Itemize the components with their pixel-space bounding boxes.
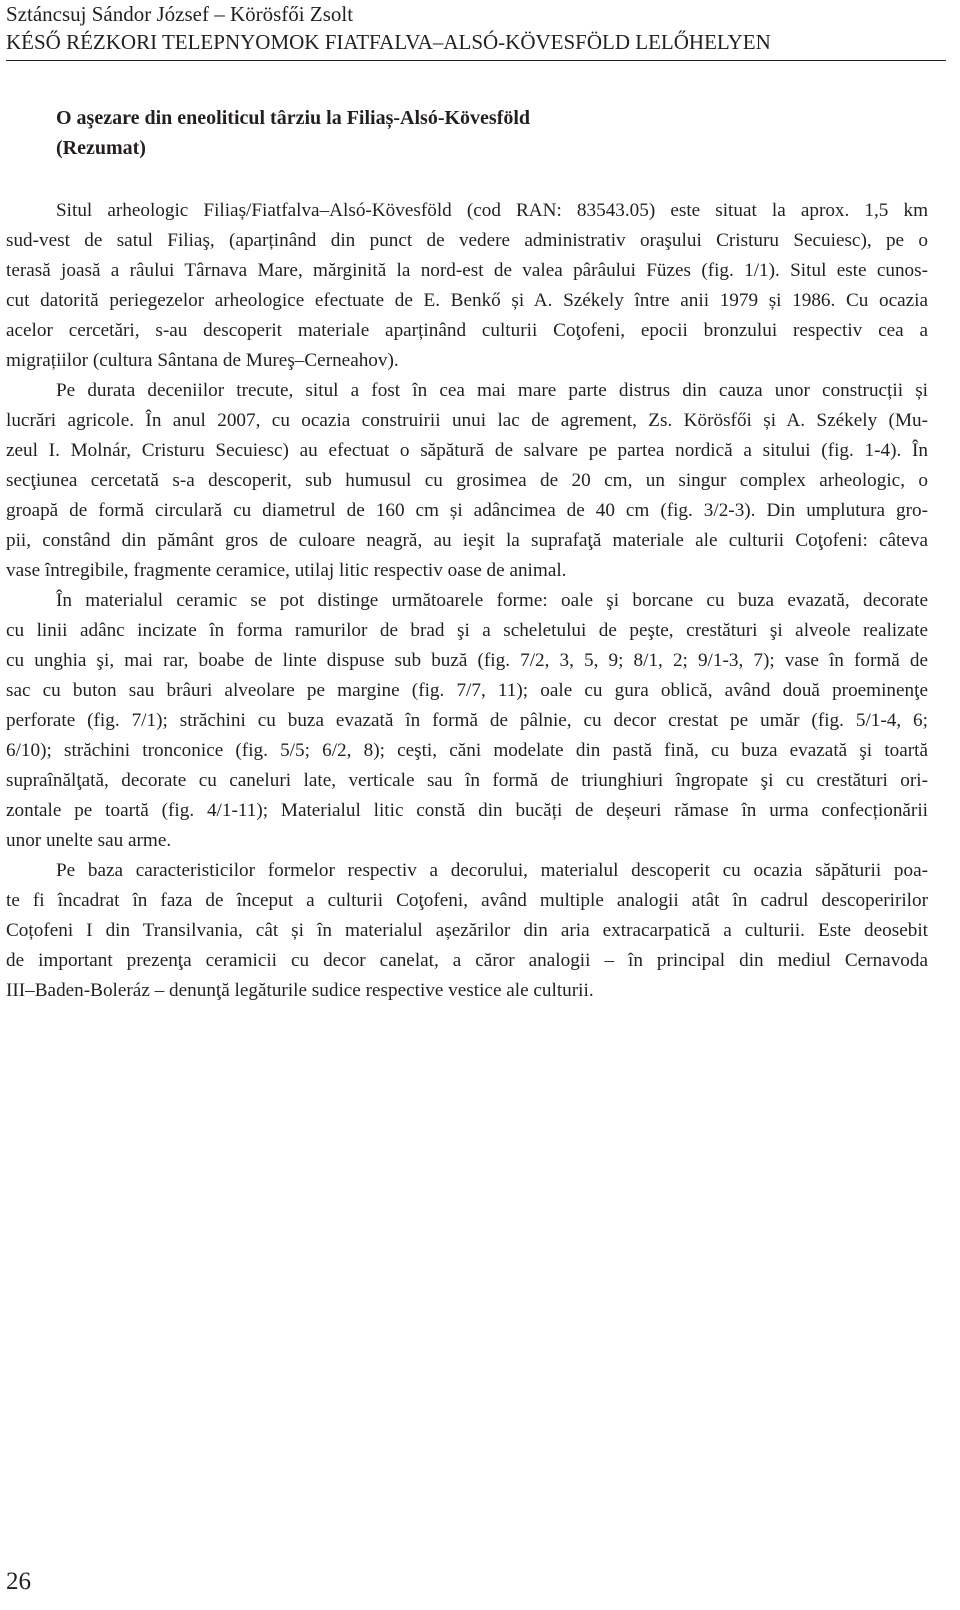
text-line: Situl arheologic Filiaș/Fiatfalva–Alsó-Kövesföld (cod RAN: 83543.05) este situat la aprox. 1,5 km (56, 200, 928, 221)
text-line: cut datorită periegezelor arheologice efectuate de E. Benkő și A. Székely între anii 1979 și 1986. Cu ocazia (6, 290, 928, 311)
text-line: secţiunea cercetată s-a descoperit, sub humusul cu grosimea de 20 cm, un singur complex arheologic, o (6, 470, 928, 491)
running-head-title: KÉSŐ RÉZKORI TELEPNYOMOK FIATFALVA–ALSÓ-KÖVESFÖLD LELŐHELYEN (6, 30, 771, 54)
summary-heading (56, 103, 530, 163)
text-line: unor unelte sau arme. (6, 830, 172, 851)
text-line: migrațiilor (cultura Sântana de Mureş–Cerneahov). (6, 350, 399, 371)
text-line: Pe durata deceniilor trecute, situl a fost în cea mai mare parte distrus din cauza unor construcții și (56, 380, 928, 401)
text-line: Pe baza caracteristicilor formelor respectiv a decorului, materialul descoperit cu ocazia săpăturii poa- (56, 860, 928, 881)
running-head-authors: Sztáncsuj Sándor József – Körösfői Zsolt (6, 2, 354, 26)
text-line: Coțofeni I din Transilvania, cât și în materialul așezărilor din aria extracarpatică a culturii. Este deosebit (6, 920, 928, 941)
text-line: cu linii adânc incizate în forma ramurilor de brad şi a scheletului de peşte, crestături şi alveole realizate (6, 620, 928, 641)
summary-title: O aşezare din eneoliticul târziu la Filiaș-Alsó-Kövesföld (56, 107, 531, 129)
text-line: zontale pe toartă (fig. 4/1-11); Materialul litic constă din bucăți de deșeuri rămase în urma confecționării (6, 800, 928, 821)
summary-subtitle: (Rezumat) (56, 137, 146, 159)
text-line: sud-vest de satul Filiaş, (aparținând din punct de vedere administrativ oraşului Cristuru Secuiesc), pe o (6, 230, 928, 251)
text-line: perforate (fig. 7/1); străchini cu buza evazată în formă de pâlnie, cu decor crestat pe umăr (fig. 5/1-4, 6; (6, 710, 928, 731)
text-line: pii, constând din pământ gros de culoare neagră, au ieşit la suprafaţă materiale ale culturii Coţofeni: câteva (6, 530, 928, 551)
text-line: de important prezenţa ceramicii cu decor canelat, a căror analogii – în principal din mediul Cernavoda (6, 950, 928, 971)
text-line: lucrări agricole. În anul 2007, cu ocazia construirii unui lac de agrement, Zs. Körösfői și A. Székely (Mu- (6, 410, 928, 431)
text-line: groapă de formă circulară cu diametrul de 160 cm și adâncimea de 40 cm (fig. 3/2-3). Din umplutura gro- (6, 500, 928, 521)
text-line: vase întregibile, fragmente ceramice, utilaj litic respectiv oase de animal. (6, 560, 567, 581)
text-line: acelor cercetări, s-au descoperit materiale aparținând culturii Coţofeni, epocii bronzului respectiv cea a (6, 320, 928, 341)
text-line: zeul I. Molnár, Cristuru Secuiesc) au efectuat o săpătură de salvare pe partea nordică a sitului (fig. 1-4). În (6, 440, 928, 461)
text-line: te fi încadrat în faza de început a culturii Coţofeni, având multiple analogii atât în cadrul descoperirilor (6, 890, 928, 911)
text-line: 6/10); străchini tronconice (fig. 5/5; 6/2, 8); ceşti, căni modelate din pastă fină, cu buza evazată şi toartă (6, 740, 928, 761)
text-line: supraînălţată, decorate cu caneluri late, verticale sau în formă de triunghiuri îngropate şi cu crestături ori- (6, 770, 928, 791)
text-line: terasă joasă a râului Târnava Mare, mărginită la nord-est de valea pârâului Füzes (fig. 1/1). Situl este cunos- (6, 260, 928, 281)
text-line: În materialul ceramic se pot distinge următoarele forme: oale şi borcane cu buza evazată, decorate (56, 590, 928, 611)
text-line: sac cu buton sau brâuri alveolare pe margine (fig. 7/7, 11); oale cu gura oblică, având două proeminenţe (6, 680, 928, 701)
text-line: III–Baden-Boleráz – denunţă legăturile sudice respective vestice ale culturii. (6, 980, 594, 1001)
running-head (6, 0, 946, 61)
page-number: 26 (6, 1568, 31, 1595)
text-line: cu unghia şi, mai rar, boabe de linte dispuse sub buză (fig. 7/2, 3, 5, 9; 8/1, 2; 9/1-3, 7); vase în formă de (6, 650, 928, 671)
